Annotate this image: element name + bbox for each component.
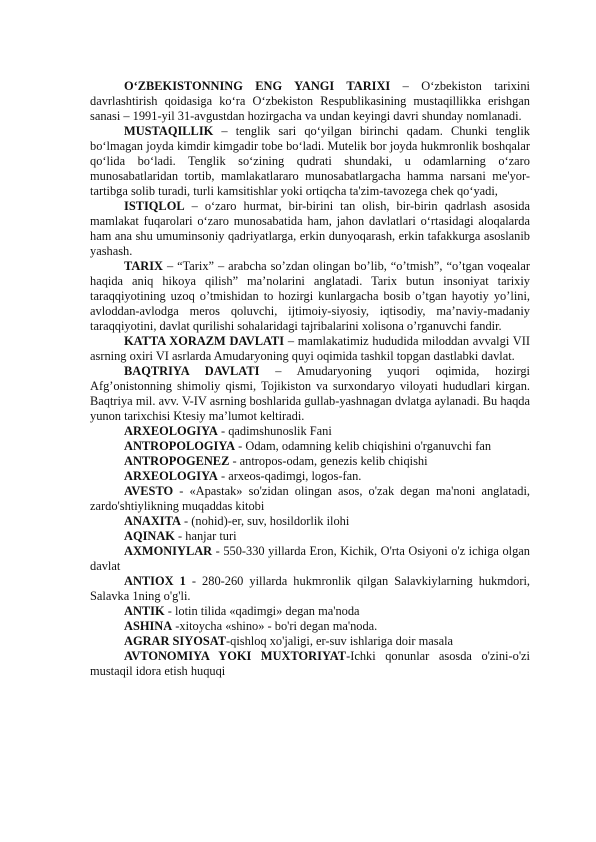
entry-istiqlol	[90, 199, 530, 259]
entry-mustaqillik	[90, 124, 530, 199]
entry-text: - antropos-odam, genezis kelib chiqishi	[229, 454, 428, 468]
entry-ozbekiston-eng-yangi-tarixi	[90, 79, 530, 124]
entry-text: – Amudaryoning yuqori oqimida, hozirgi Afg’onistonning shimoliy qismi, Tojikiston va surxondaryo viloyati hududlari kirgan. Baqtriya mil. avv. V-IV asrning boshlarida gullab-yashnagan dvlatga aylanadi. Bu haqda yunon tarixchisi Ktesiy ma’lumot keltiradi.	[90, 364, 531, 423]
entry-term: ARXEOLOGIYA	[124, 469, 218, 483]
entry-term: AQINAK	[124, 529, 175, 543]
entry-antropogenez	[90, 454, 530, 469]
entry-text: -xitoycha «shino» - bo'ri degan ma'noda.	[172, 619, 378, 633]
entry-text: – mamlakatimiz hududida miloddan avvalgi VII asrning oxiri VI asrlarda Amudaryoning quyi oqimida tashkil topgan dastlabki davlat.	[90, 334, 530, 363]
entry-term: ISTIQLOL	[124, 199, 185, 213]
entry-text: - hanjar turi	[174, 529, 237, 543]
entry-ashina	[90, 619, 530, 634]
entry-antropologiya	[90, 439, 530, 454]
entry-term: BAQTRIYA DAVLATI	[124, 364, 260, 378]
entry-katta-xorazm-davlati	[90, 334, 530, 364]
entry-text: – O‘zbekiston tarixini davrlashtirish qoidasiga ko‘ra O‘zbekiston Respublikasining mustaqillikka erishgan sanasi – 1991-yil 31-avgustdan hozirgacha va undan keyingi davri shunday nomlanadi.	[90, 79, 530, 123]
entry-term: ANTIOX 1	[124, 574, 186, 588]
entry-text: – tenglik sari qo‘yilgan birinchi qadam. Chunki tenglik bo‘lmagan joyda kimdir kimgadir tobe bo‘ladi. Mutelik bor joyda hukmronlik boshqalar qo‘lida bo‘ladi. Tenglik so‘zining qudrati shundaki, u odamlarning o‘zaro munosabatlaridan tortib, mamlakatlararo munosabatlargacha hamma narsani me'yor-tartibga solib turadi, turli kamsitishlar yoki ortiqcha ta'zim-tavozega chek qo‘yadi,	[90, 124, 530, 198]
entry-avtonomiya	[90, 649, 530, 679]
entry-term: AVTONOMIYA YOKI MUXTORIYAT	[124, 649, 347, 663]
entry-antik	[90, 604, 530, 619]
entry-term: TARIX	[124, 259, 164, 273]
entry-axmoniylar	[90, 544, 530, 574]
entry-text: – o‘zaro hurmat, bir-birini tan olish, bir-birin qadrlash asosida mamlakat fuqarolari o‘zaro munosabatida ham, jahon davlatlari o‘rtasidagi aloqalarda ham ana shu umuminsoniy qadriyatlarga, erkin dunyoqarash, erkin tafakkurga asoslanib yashash.	[90, 199, 530, 258]
entry-text: - qadimshunoslik Fani	[217, 424, 332, 438]
entry-text: – “Tarix” – arabcha so’zdan olingan bo’lib, “o’tmish”, “o’tgan voqealar haqida aniq hikoya qilish” ma’nolarini anglatadi. Tarix butun insoniyat tarixiy taraqqiyotining uzoq o’tmishidan to hozirgi kunlargacha bosib o’tgan hayotiy yo’lini, avloddan-avlodga meros qoluvchi, ijtimoiy-siyosiy, iqtisodiy, ma’naviy-madaniy taraqqiyotini, davlat qurilishi sohalaridagi tajribalarini xolisona o’rganuvchi fandir.	[90, 259, 530, 333]
entry-text: - 280-260 yillarda hukmronlik qilgan Salavkiylarning hukmdori, Salavka 1ning o'g'li.	[90, 574, 530, 603]
entry-arxeologiya	[90, 424, 530, 439]
entry-text: - (nohid)-er, suv, hosildorlik ilohi	[180, 514, 350, 528]
entry-term: AGRAR SIYOSAT	[124, 634, 227, 648]
entry-text: - 550-330 yillarda Eron, Kichik, O'rta Osiyoni o'z ichiga olgan davlat	[90, 544, 530, 573]
entry-term: ARXEOLOGIYA	[124, 424, 218, 438]
entry-term: AXMONIYLAR	[124, 544, 213, 558]
entry-arxeologiya-2	[90, 469, 530, 484]
entry-term: O‘ZBEKISTONNING ENG YANGI TARIXI	[124, 79, 391, 93]
entry-agrar-siyosat	[90, 634, 530, 649]
document-page	[90, 79, 530, 679]
entry-baqtriya-davlati	[90, 364, 530, 424]
entry-text: -qishloq xo'jaligi, er-suv ishlariga doir masala	[226, 634, 454, 648]
entry-anaxita	[90, 514, 530, 529]
entry-antiox-1	[90, 574, 530, 604]
entry-term: ANAXITA	[124, 514, 181, 528]
entry-term: ANTIK	[124, 604, 165, 618]
entry-term: ASHINA	[124, 619, 173, 633]
entry-text: -Ichki qonunlar asosda o'zini-o'zi mustaqil idora etish huquqi	[90, 649, 530, 678]
entry-term: ANTROPOLOGIYA	[124, 439, 236, 453]
entry-text: - «Apastak» so'zidan olingan asos, o'zak degan ma'noni anglatadi, zardo'shtiylikning muqaddas kitobi	[90, 484, 530, 513]
entry-term: MUSTAQILLIK	[124, 124, 214, 138]
entry-text: - arxeos-qadimgi, logos-fan.	[217, 469, 362, 483]
entry-tarix	[90, 259, 530, 334]
entry-term: AVESTO	[124, 484, 174, 498]
entry-avesto	[90, 484, 530, 514]
entry-aqinak	[90, 529, 530, 544]
entry-text: - lotin tilida «qadimgi» degan ma'noda	[164, 604, 360, 618]
entry-text: - Odam, odamning kelib chiqishini o'rganuvchi fan	[235, 439, 492, 453]
entry-term: ANTROPOGENEZ	[124, 454, 230, 468]
entry-term: KATTA XORAZM DAVLATI	[124, 334, 285, 348]
